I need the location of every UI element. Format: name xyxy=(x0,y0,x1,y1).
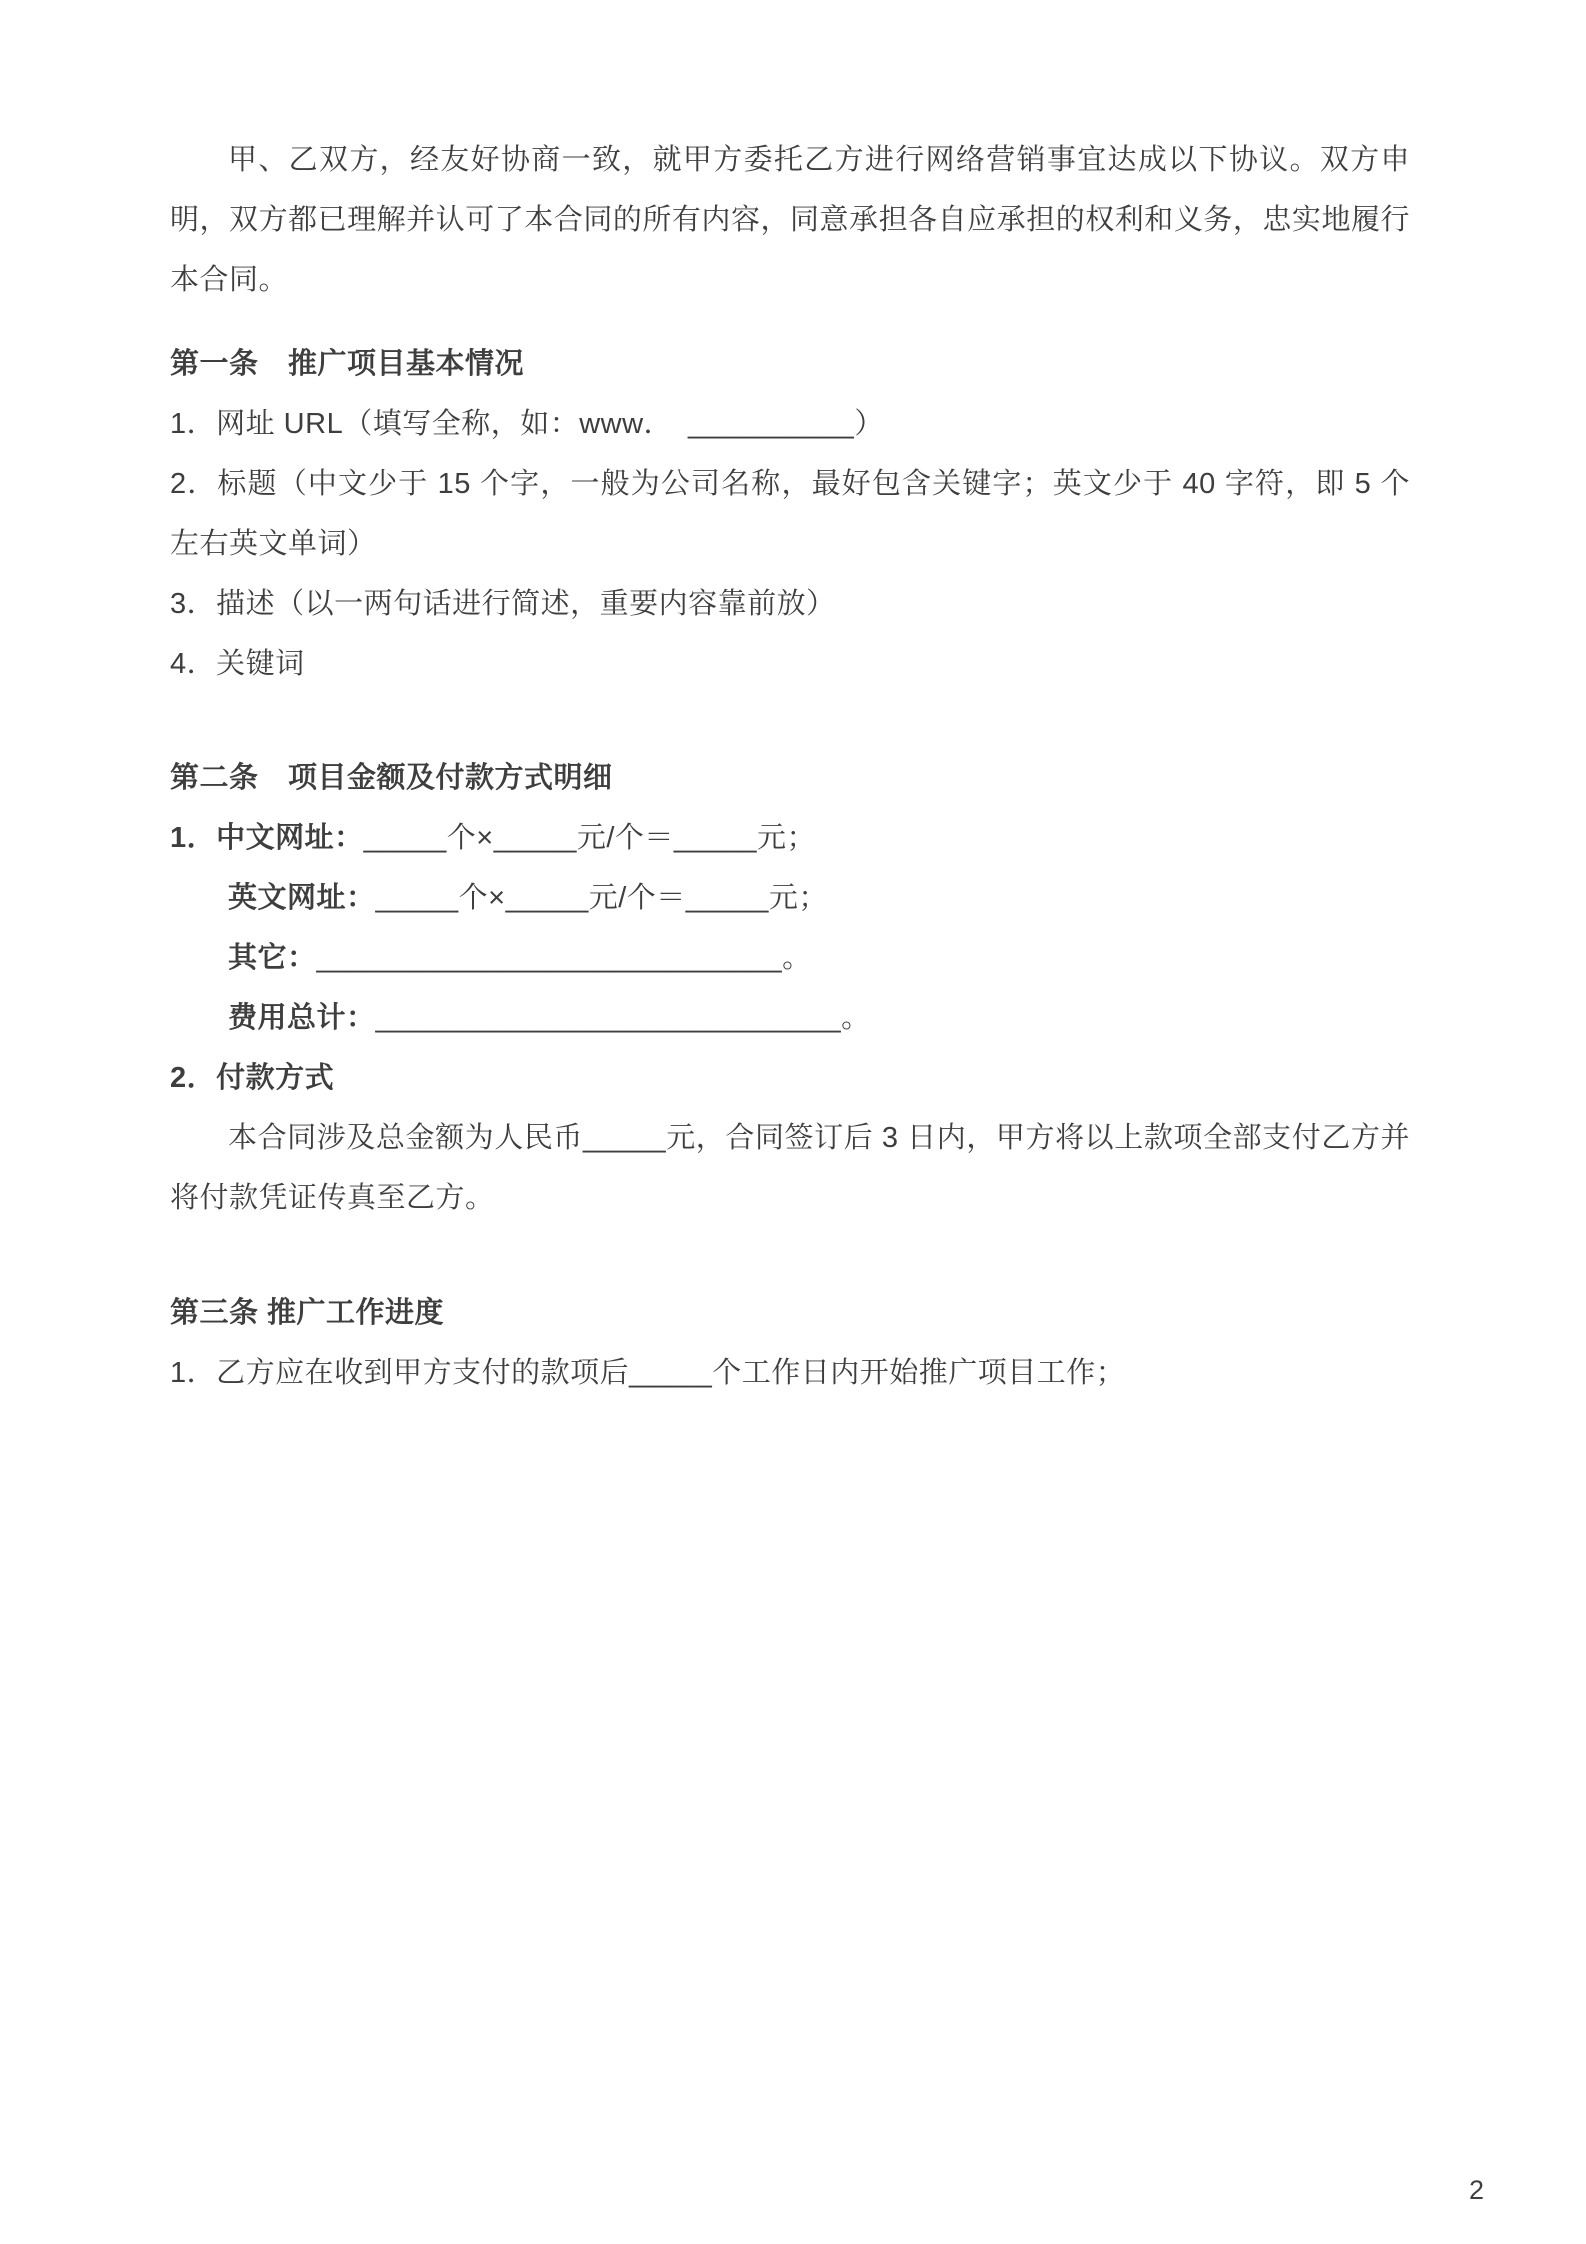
fee-row-total-blank: ____________________________。 xyxy=(375,1002,871,1034)
fee-row-total xyxy=(170,988,1410,1048)
fee-row-english-url-blank: _____个×_____元/个＝_____元； xyxy=(375,882,828,914)
fee-row-english-url xyxy=(170,868,1410,928)
section3-heading: 第三条 推广工作进度 xyxy=(170,1297,445,1329)
fee-row-chinese-url xyxy=(170,808,1410,868)
section1-item-title: 2．标题（中文少于 15 个字，一般为公司名称，最好包含关键字；英文少于 40 字符，即 5 个左右英文单词） xyxy=(170,468,1410,560)
fee-row-other-blank: ____________________________。 xyxy=(316,942,812,974)
payment-terms-paragraph: 本合同涉及总金额为人民币_____元，合同签订后 3 日内，甲方将以上款项全部支付乙方并将付款凭证传真至乙方。 xyxy=(170,1122,1410,1214)
section3-item-schedule: 1．乙方应在收到甲方支付的款项后_____个工作日内开始推广项目工作； xyxy=(170,1357,1126,1389)
page-number: 2 xyxy=(1468,2175,1484,2205)
fee-row-other-label: 其它： xyxy=(228,942,317,974)
section1-heading: 第一条 推广项目基本情况 xyxy=(170,348,525,380)
fee-row-chinese-url-blank: _____个×_____元/个＝_____元； xyxy=(363,822,817,854)
intro-paragraph: 甲、乙双方，经友好协商一致，就甲方委托乙方进行网络营销事宜达成以下协议。双方申明，双方都已理解并认可了本合同的所有内容，同意承担各自应承担的权利和义务，忠实地履行本合同。 xyxy=(170,144,1410,296)
section1-item-keywords: 4．关键词 xyxy=(170,648,305,680)
section2-heading: 第二条 项目金额及付款方式明细 xyxy=(170,762,613,794)
section2-item-payment-method: 2．付款方式 xyxy=(170,1062,335,1094)
fee-row-total-label: 费用总计： xyxy=(228,1002,376,1034)
fee-row-english-url-label: 英文网址： xyxy=(228,882,376,914)
fee-row-other xyxy=(170,928,1410,988)
section1-item-description: 3．描述（以一两句话进行简述，重要内容靠前放） xyxy=(170,588,836,620)
fee-row-chinese-url-label: 1．中文网址： xyxy=(170,822,364,854)
section1-item-url: 1．网址 URL（填写全称，如：www． __________） xyxy=(170,408,884,440)
